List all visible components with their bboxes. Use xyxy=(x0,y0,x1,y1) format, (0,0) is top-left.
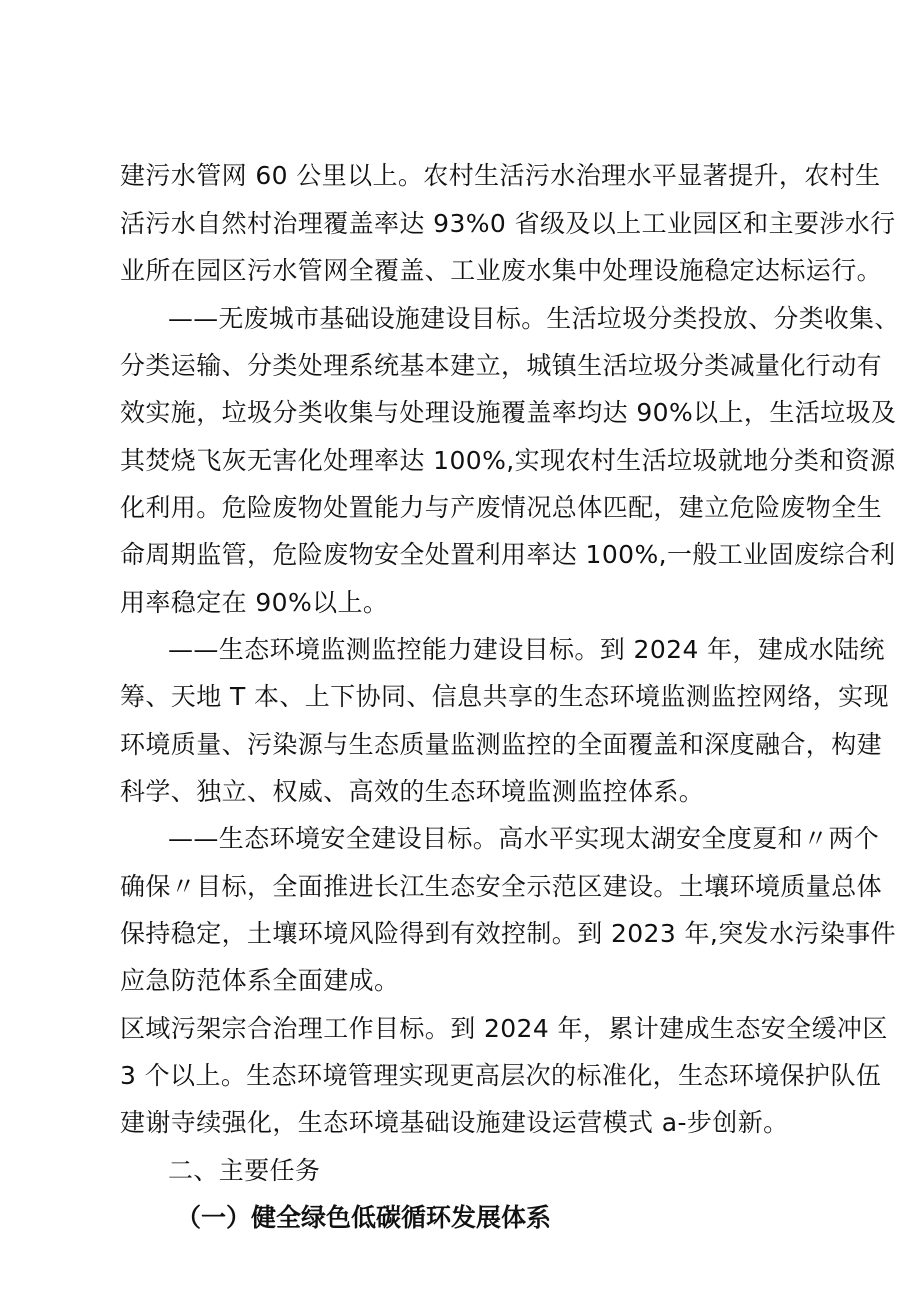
text-line-14: 科学、独立、权威、高效的生态环境监测监控体系。 xyxy=(120,777,705,806)
text-line-10: 用率稳定在 90%以上。 xyxy=(120,588,389,617)
text-line-2: 活污水自然村治理覆盖率达 93%0 省级及以上工业园区和主要涉水行 xyxy=(120,209,896,238)
text-line-20: 3 个以上。生态环境管理实现更高层次的标准化，生态环境保护队伍 xyxy=(120,1061,882,1090)
text-line-15: ——生态环境安全建设目标。高水平实现太湖安全度夏和〃两个 xyxy=(168,824,880,853)
text-line-6: 效实施，垃圾分类收集与处理设施覆盖率均达 90%以上，生活垃圾及 xyxy=(120,398,897,427)
text-line-12: 筹、天地 T 本、上下协同、信息共享的生态环境监测监控网络，实现 xyxy=(120,682,889,711)
subsection-heading: （一）健全绿色低碳循环发展体系 xyxy=(176,1203,552,1232)
text-line-8: 化利用。危险废物处置能力与产废情况总体匹配，建立危险废物全生 xyxy=(120,493,883,522)
text-line-18: 应急防范体系全面建成。 xyxy=(120,966,400,995)
text-line-3: 业所在园区污水管网全覆盖、工业废水集中处理设施稳定达标运行。 xyxy=(120,256,883,285)
text-line-19: 区域污架宗合治理工作目标。到 2024 年，累计建成生态安全缓冲区 xyxy=(120,1014,888,1043)
text-line-9: 命周期监管，危险废物安全处置利用率达 100%,一般工业固废综合利 xyxy=(120,540,896,569)
text-line-1: 建污水管网 60 公里以上。农村生活污水治理水平显著提升，农村生 xyxy=(120,161,881,190)
text-line-13: 环境质量、污染源与生态质量监测监控的全面覆盖和深度融合，构建 xyxy=(120,730,883,759)
text-line-4: ——无废城市基础设施建设目标。生活垃圾分类投放、分类收集、 xyxy=(168,304,900,333)
text-line-11: ——生态环境监测监控能力建设目标。到 2024 年，建成水陆统 xyxy=(168,635,885,664)
text-line-21: 建谢寺续强化，生态环境基础设施建设运营模式 a-步创新。 xyxy=(120,1108,789,1137)
text-line-17: 保持稳定，土壤环境风险得到有效控制。到 2023 年,突发水污染事件 xyxy=(120,919,897,948)
section-title: 二、主要任务 xyxy=(168,1156,321,1185)
text-line-5: 分类运输、分类处理系统基本建立，城镇生活垃圾分类减量化行动有 xyxy=(120,351,883,380)
text-line-7: 其焚烧飞灰无害化处理率达 100%,实现农村生活垃圾就地分类和资源 xyxy=(120,446,896,475)
text-line-16: 确保〃目标，全面推进长江生态安全示范区建设。土壤环境质量总体 xyxy=(120,872,883,901)
